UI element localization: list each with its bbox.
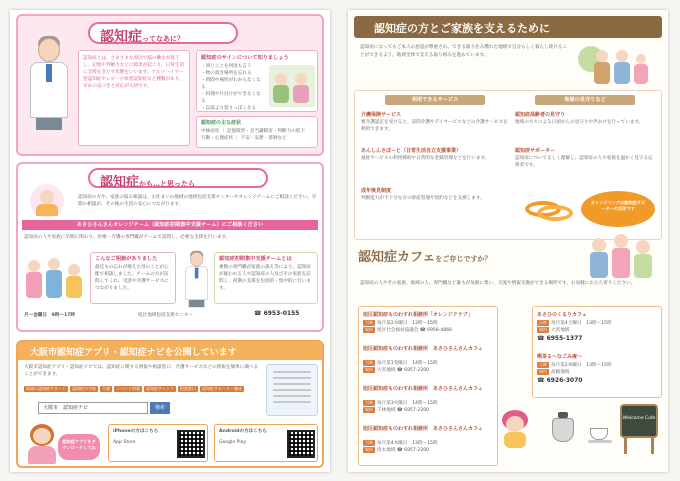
mascot-speech-bubble: 認知症アプリをダウンロードしてね <box>58 434 100 460</box>
coffee-pot-icon <box>546 408 582 448</box>
community-label: 地域の見守りなど <box>535 95 635 105</box>
symptom-row: 中核症状 ｜ 記憶障害・見当識障害・判断力の低下 <box>201 129 305 134</box>
cafe-signboard-icon <box>618 402 660 456</box>
cafe-details: 日時 毎月第2水曜日 13時～15時 <box>365 320 438 326</box>
feature-chip: イベント情報 <box>116 386 140 391</box>
cafe-list-left <box>358 306 498 466</box>
section1-title-main: 認知症 <box>100 29 142 45</box>
cafe-day: 毎月第3火曜日 14時～15時 <box>377 401 438 406</box>
cafe-title-main: 認知症カフェ <box>358 250 436 265</box>
feature-chip: 相談窓口 <box>179 386 196 391</box>
cafe-details: 場所 旭区社会福祉協議会 ☎ 6956-4866 <box>365 327 453 333</box>
team-info-heading: 認知症初期集中支援チームとは <box>219 256 292 262</box>
cafe-place: 清水地域 <box>377 448 396 453</box>
search-button[interactable]: 検索 <box>150 402 170 414</box>
sign-item: ・同じことを何度も言う <box>201 64 252 69</box>
iphone-label: iPhoneの方はこちら <box>113 429 159 434</box>
cafe-phone: 6957-2200 <box>404 448 430 453</box>
contact-hours: 月～金曜日 9時～17時 <box>24 313 75 318</box>
case-box <box>90 252 176 304</box>
services-label: 利用できるサービス <box>385 95 485 105</box>
cafe-details: 日時 毎月第4土曜日 13時～15時 <box>539 320 612 326</box>
signs-list <box>201 63 265 111</box>
cafe-list-right <box>532 306 662 398</box>
cafe-details: 場所 千林地域 ☎ 6957-2200 <box>365 407 430 413</box>
cafe-name: 喫茶る～なごみ庵～ <box>537 354 583 360</box>
cafe-day: 毎月第4土曜日 13時～15時 <box>551 321 612 326</box>
search-box[interactable] <box>38 402 148 414</box>
sign-item: ・物の置き場所を忘れる <box>201 71 252 76</box>
cafe-name: 旭区認知症ものわすれ相談所 あさひさんさんカフェ <box>363 426 483 432</box>
guardianship-text: 判断能力が不十分な方の財産管理や契約などを支援します。 <box>361 196 485 201</box>
cafe-place: 千林地域 <box>377 408 396 413</box>
cafe-details: 日時 毎月第1金曜日 14時～15時 <box>365 360 438 366</box>
contact-org: 旭区地域包括支援センター <box>138 313 193 318</box>
orange-team-banner: あさひさんさんオレンジチーム（認知症初期集中支援チーム）にご相談ください <box>22 220 318 230</box>
iphone-download-box[interactable] <box>108 424 208 462</box>
team-info-box <box>214 252 318 304</box>
app-store-label: App Store <box>113 440 136 445</box>
app-store-qr-icon <box>177 430 205 458</box>
feature-chip: 介護 <box>102 386 110 391</box>
cafe-details: 場所 清水地域 ☎ 6957-2200 <box>365 447 430 453</box>
google-play-qr-icon <box>287 430 315 458</box>
cafe-section-title <box>358 246 588 268</box>
left-page <box>10 10 330 472</box>
cafe-day: 毎月第2水曜日 13時～15時 <box>377 321 438 326</box>
section2-title-small: かも…と思ったら <box>139 180 196 188</box>
cafe-place: 大宮地域 <box>551 328 570 333</box>
cafe-name: 旭区認知症ものわすれ相談所 あさひさんさんカフェ <box>363 386 483 392</box>
intro-box <box>78 50 190 146</box>
symptom-row: 行動・心理症状 ｜ 不安・妄想・徘徊など <box>201 136 287 141</box>
cafe-phone: 6957-2200 <box>404 368 430 373</box>
what-is-dementia-section <box>16 14 324 156</box>
contact-phone[interactable]: ☎ 6953-0155 <box>254 310 300 317</box>
cafe-name: 旭区認知症ものわすれ相談所「オレンジクラブ」 <box>363 312 473 318</box>
symptoms-table <box>196 116 318 148</box>
services-panel <box>354 90 662 240</box>
care-insurance-text: 要介護認定を受けると、訪問介護やデイサービスなどの介護サービスを利用できます。 <box>361 120 508 132</box>
cafe-details: 場所 大宮地域 <box>539 327 570 333</box>
section1-title-small: ってなあに？ <box>142 35 184 43</box>
sign-item: ・料理や片付けができなくなる <box>201 92 261 104</box>
worried-person-illustration <box>30 184 64 218</box>
supporter-heading: 認知症サポーター <box>515 148 556 154</box>
supporter-text: 認知症について正しく理解し、認知症の人や家族を温かく見守る応援者です。 <box>515 156 653 168</box>
cafe-place: 大宮地域 <box>377 368 396 373</box>
search-box-text: 大阪市 認知症ナビ <box>43 405 89 411</box>
team-info-body: 複数の専門職が家族の訴え等により、認知症が疑われる人や認知症の人及びその家族を訪問し、初期の支援を包括的・集中的に行います。 <box>219 265 311 291</box>
case-heading: こんなご相談がありました <box>95 256 158 262</box>
app-section <box>16 340 324 468</box>
cafe-day: 毎月第4木曜日 13時～15時 <box>377 441 438 446</box>
right-page-intro: 認知症になってもご本人の意思が尊重され、できる限り住み慣れた地域で自分らしく暮らし続けることができるよう、地域全体で支える取り組みを進めています。 <box>360 45 567 58</box>
right-page <box>348 10 668 472</box>
android-download-box[interactable] <box>214 424 318 462</box>
symptoms-heading: 認知症の主な症状 <box>201 120 242 126</box>
section2-title-main: 認知症 <box>100 175 140 190</box>
cafe-phone-row: ☎ 6955-1377 <box>537 335 583 342</box>
case-body: 最近もの忘れが増えた母のことが心配で相談しました。チームの方が訪問してくれ、受診や介護サービスにつながりました。 <box>95 265 169 291</box>
coffee-cup-icon <box>588 424 614 444</box>
couple-illustration <box>269 65 315 107</box>
if-dementia-section <box>16 162 324 332</box>
cafe-details: 場所 大宮地域 ☎ 6957-2200 <box>365 367 430 373</box>
section1-intro: 認知症とは、さまざまな原因で脳の働きが低下し、記憶や判断力などに障害が起こり、日常生活に支障をきたす状態をいいます。アルツハイマー型認知症やレビー小体型認知症など種類があり、早めの気づきと対応が大切です。 <box>83 56 185 89</box>
cafe-intro: 認知症の人やその家族、地域の人、専門職など誰もが気軽に集い、交流や情報交換ができる場所です。お気軽にお立ち寄りください。 <box>360 281 636 286</box>
google-play-label: Google Play <box>219 440 247 445</box>
section2-title <box>88 168 268 188</box>
cafe-phone: 6956-4866 <box>427 328 453 333</box>
doctor-illustration <box>28 38 70 130</box>
anshin-support-text: 福祉サービスの利用援助や日常的な金銭管理などを行います。 <box>361 156 490 161</box>
cafe-place: 旭区社会福祉協議会 <box>377 328 419 333</box>
family-illustration <box>24 256 84 302</box>
cafe-phone: 6926-3070 <box>546 377 583 384</box>
orange-ring-bubble: オレンジリングは認知症サポーターの目印です <box>581 191 655 227</box>
care-insurance-heading: 介護保険サービス <box>361 112 402 118</box>
doctor-pointing-illustration <box>184 252 209 307</box>
mascot-flower-icon <box>498 410 532 450</box>
section2-intro: 認知症の方や、家族の悩み相談は、お住まいの地域の地域包括支援センターやオレンジチームにご相談ください。早期の相談が、その後の生活の安心につながります。 <box>78 195 317 207</box>
cafe-day: 毎月第1金曜日 14時～15時 <box>377 361 438 366</box>
cafe-day: 毎月第2木曜日 13時～15時 <box>551 363 612 368</box>
signs-heading: 認知症のサインについて知りましょう <box>201 55 289 61</box>
symptoms-rows <box>201 128 315 146</box>
sign-item: ・時間や場所がわからなくなる <box>201 78 261 90</box>
cafe-phone: 6955-1377 <box>546 335 583 342</box>
watching-text: 地域の方々による日頃からの見守りや声かけを行っています。 <box>515 120 644 125</box>
guardianship-heading: 成年後見制度 <box>361 188 392 194</box>
cafe-details: 日時 毎月第3火曜日 14時～15時 <box>365 400 438 406</box>
watching-heading: 認知症高齢者の見守り <box>515 112 566 118</box>
feature-chip: 認知症チェック <box>146 386 174 391</box>
section2-body: 認知症の人や家族に早期に関わり、医療・介護の専門職がチームで訪問し、必要な支援を行います。 <box>24 235 231 240</box>
right-page-title: 認知症の方とご家族を支えるために <box>354 16 662 38</box>
cafe-phone-row: ☎ 6926-3070 <box>537 377 583 384</box>
cafe-name: あさひのくるりカフェ <box>537 312 587 318</box>
cafe-details: 日時 毎月第4木曜日 13時～15時 <box>365 440 438 446</box>
signboard-text: Welcome Cafe <box>620 404 658 438</box>
android-label: Androidの方はこちら <box>219 429 267 434</box>
cafe-details: 場所 高殿地域 <box>539 369 570 375</box>
cafe-name: 旭区認知症ものわすれ相談所 あさひさんさんカフェ <box>363 346 483 352</box>
feature-chip: 認知症サポーター養成 <box>201 386 242 391</box>
app-section-body: 大阪市認知症アプリ・認知症ナビでは、認知症に関する情報や相談窓口、介護サービスなどの情報を簡単に調べることができます。 <box>24 365 259 377</box>
app-feature-chips <box>24 386 260 398</box>
feature-chip: 認知症の予防 <box>72 386 96 391</box>
phone-screenshot <box>266 364 318 416</box>
sign-item: ・以前より怒りっぽくなる <box>201 106 257 111</box>
cafe-people-illustration <box>586 232 662 282</box>
app-section-title: 大阪市認知症アプリ・認知症ナビを公開しています <box>18 342 322 360</box>
anshin-support-heading: あんしんさぽーと（日常生活自立支援事業） <box>361 148 462 154</box>
cafe-title-small: をご存じですか？ <box>435 255 492 263</box>
feature-chip: 地域の認知症サポート <box>26 386 66 391</box>
cafe-details: 日時 毎月第2木曜日 13時～15時 <box>539 362 612 368</box>
orange-ring-icon <box>523 199 575 223</box>
elderly-family-illustration <box>574 42 662 86</box>
section1-title <box>88 22 238 44</box>
signs-box <box>196 50 318 112</box>
cafe-phone: 6957-2200 <box>404 408 430 413</box>
cafe-place: 高殿地域 <box>551 370 570 375</box>
